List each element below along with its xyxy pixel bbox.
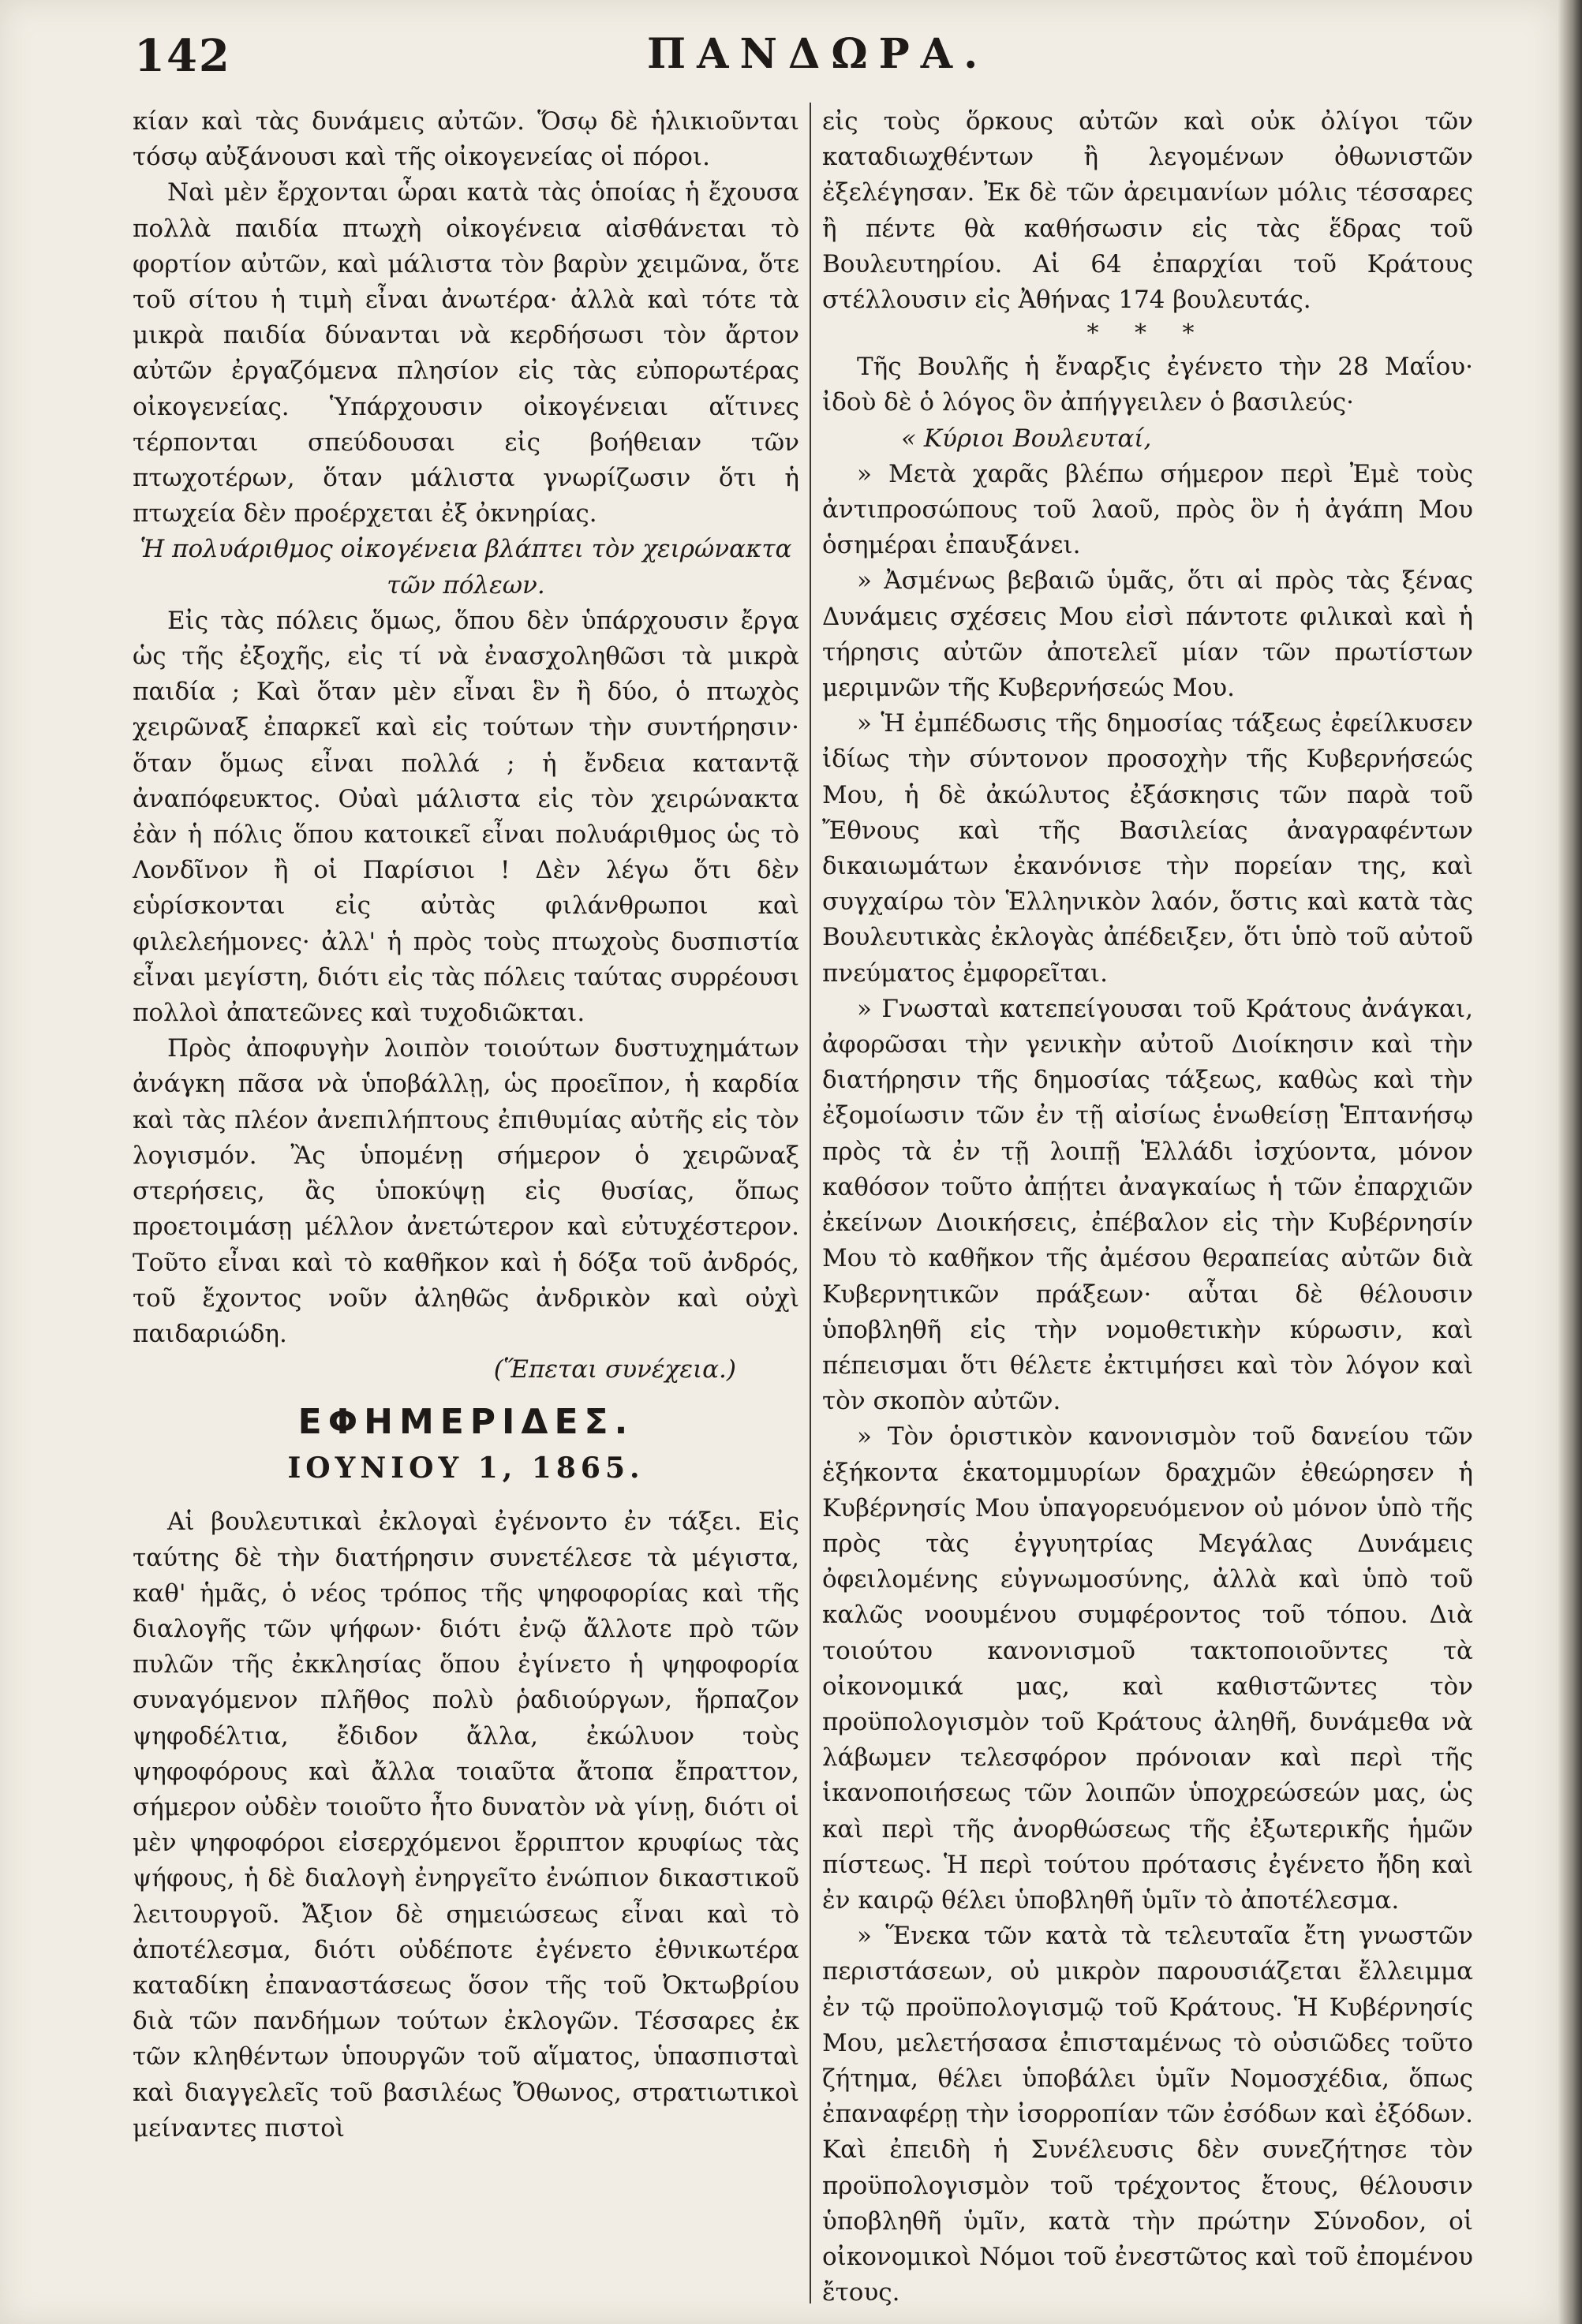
paragraph: εἰς τοὺς ὅρκους αὐτῶν καὶ οὐκ ὀλίγοι τῶν καταδιωχθέντων ἢ λεγομένων ὀθωνιστῶν ἐξελέγησαν. Ἐκ δὲ τῶν ἀρειμανίων μόλις τέσσαρες ἢ πέντε θὰ καθήσωσιν εἰς τὰς ἕδρας τοῦ Βουλευτηρίου. Αἱ 64 ἐπαρχίαι τοῦ Κράτους στέλλουσιν εἰς Ἀθήνας 174 βουλευτάς. bbox=[822, 107, 1473, 315]
paragraph: » Ἡ ἐμπέδωσις τῆς δημοσίας τάξεως ἐφείλκυσεν ἰδίως τὴν σύντονον προσοχὴν τῆς Κυβερνήσεώς Μου, ἡ δὲ ἀκώλυτος ἐξάσκησις τῶν παρὰ τοῦ Ἔθνους καὶ τῆς Βασιλείας ἀναγραφέντων δικαιωμάτων ἐκανόνισε τὴν πορείαν της, καὶ συγχαίρω τὸν Ἑλληνικὸν λαόν, ὅστις καὶ κατὰ τὰς Βουλευτικὰς ἐκλογὰς ἀπέδειξεν, ὅτι ὑπὸ τοῦ αὐτοῦ πνεύματος ἐμφορεῖται. bbox=[822, 709, 1473, 988]
paragraph: κίαν καὶ τὰς δυνάμεις αὐτῶν. Ὅσῳ δὲ ἡλικιοῦνται τόσῳ αὐξάνουσι καὶ τῆς οἰκογενείας οἱ πόροι. bbox=[133, 107, 799, 172]
section-title: ΕΦΗΜΕΡΙΔΕΣ. bbox=[297, 1402, 634, 1443]
section-date: ΙΟΥΝΙΟΥ 1, 1865. bbox=[287, 1452, 645, 1485]
speech-address: « Κύριοι Βουλευταί, bbox=[901, 424, 1152, 453]
paragraph: » Γνωσταὶ κατεπείγουσαι τοῦ Κράτους ἀνάγκαι, ἀφορῶσαι τὴν γενικὴν αὐτοῦ Διοίκησιν καὶ τὴν διατήρησιν τῆς δημοσίας τάξεως, καθὼς καὶ τὴν ἐξομοίωσιν τῶν ἐν τῇ αἰσίως ἑνωθείσῃ Ἑπτανήσῳ πρὸς τὰ ἐν τῇ λοιπῇ Ἑλλάδι ἰσχύοντα, μόνον καθόσον τοῦτο ἀπῄτει ἀναγκαίως ἡ τῶν ἐπαρχιῶν ἐκείνων Διοικήσεις, ἐπέβαλον εἰς τὴν Κυβέρνησίν Μου τὸ καθῆκον τῆς ἀμέσου θεραπείας αὐτῶν διὰ Κυβερνητικῶν πράξεων· αὗται δὲ θέλουσιν ὑποβληθῆ εἰς τὴν νομοθετικὴν κύρωσιν, καὶ πέπεισμαι ὅτι θέλετε ἐκτιμήσει καὶ τὸν λόγον καὶ τὸν σκοπὸν αὐτῶν. bbox=[822, 994, 1473, 1416]
paragraph: » Τὸν ὁριστικὸν κανονισμὸν τοῦ δανείου τῶν ἑξήκοντα ἑκατομμυρίων δραχμῶν ἐθεώρησεν ἡ Κυβέρνησίς Μου ὑπαγορευόμενον οὐ μόνον ὑπὸ τῆς πρὸς τὰς ἐγγυητρίας Μεγάλας Δυνάμεις ὀφειλομένης εὐγνωμοσύνης, ἀλλὰ καὶ ὑπὸ τοῦ καλῶς νοουμένου συμφέροντος τοῦ τόπου. Διὰ τοιούτου κανονισμοῦ τακτοποιοῦντες τὰ οἰκονομικά μας, καὶ καθιστῶντες τὸν προϋπολογισμὸν τοῦ Κράτους ἀληθῆ, δυνάμεθα νὰ λάβωμεν τελεσφόρον πρόνοιαν καὶ περὶ τῆς ἱκανοποιήσεως τῶν λοιπῶν ὑποχρεώσεών μας, ὡς καὶ περὶ τῆς ἀνορθώσεως τῆς ἐξωτερικῆς ἡμῶν πίστεως. Ἡ περὶ τούτου πρότασις ἐγένετο ἤδη καὶ ἐν καιρῷ θέλει ὑποβληθῆ ὑμῖν τὸ ἀποτέλεσμα. bbox=[822, 1422, 1473, 1915]
paragraph: Πρὸς ἀποφυγὴν λοιπὸν τοιούτων δυστυχημάτων ἀνάγκη πᾶσα νὰ ὑποβάλλῃ, ὡς προεῖπον, ἡ καρδία καὶ τὰς πλέον ἀνεπιλήπτους ἐπιθυμίας αὐτῆς εἰς τὸν λογισμόν. Ἂς ὑπομένῃ σήμερον ὁ χειρῶναξ στερήσεις, ἂς ὑποκύψῃ εἰς θυσίας, ὅπως προετοιμάσῃ μέλλον ἀνετώτερον καὶ εὐτυχέστερον. Τοῦτο εἶναι καὶ τὸ καθῆκον καὶ ἡ δόξα τοῦ ἀνδρός, τοῦ ἔχοντος νοῦν ἀληθῶς ἀνδρικὸν καὶ οὐχὶ παιδαριώδη. bbox=[133, 1034, 799, 1348]
subheading: Ἡ πολυάριθμος οἰκογένεια βλάπτει τὸν χειρώνακτα τῶν πόλεων. bbox=[140, 535, 792, 600]
paragraph: Εἰς τὰς πόλεις ὅμως, ὅπου δὲν ὑπάρχουσιν ἔργα ὡς τῆς ἐξοχῆς, εἰς τί νὰ ἐνασχοληθῶσι τὰ μικρὰ παιδία ; Καὶ ὅταν μὲν εἶναι ἓν ἢ δύο, ὁ πτωχὸς χειρῶναξ ἐπαρκεῖ καὶ εἰς τούτων τὴν συντήρησιν· ὅταν ὅμως εἶναι πολλά ; ἡ ἔνδεια καταντᾷ ἀναπόφευκτος. Οὐαὶ μάλιστα εἰς τὸν χειρώνακτα ἐὰν ἡ πόλις ὅπου κατοικεῖ εἶναι πολυάριθμος ὡς τὸ Λονδῖνον ἢ οἱ Παρίσιοι ! Δὲν λέγω ὅτι δὲν εὑρίσκονται εἰς αὐτὰς φιλάνθρωποι καὶ φιλελεήμονες· ἀλλ' ἡ πρὸς τοὺς πτωχοὺς δυσπιστία εἶναι μεγίστη, διότι εἰς τὰς πόλεις ταύτας συρρέουσι πολλοὶ ἀπατεῶνες καὶ τυχοδιῶκται. bbox=[133, 606, 799, 1028]
column-divider bbox=[810, 103, 811, 2303]
page-number: 142 bbox=[134, 30, 231, 82]
left-column bbox=[133, 104, 799, 2147]
paragraph: » Ἕνεκα τῶν κατὰ τὰ τελευταῖα ἔτη γνωστῶν περιστάσεων, οὐ μικρὸν παρουσιάζεται ἔλλειμμα ἐν τῷ προϋπολογισμῷ τοῦ Κράτους. Ἡ Κυβέρνησίς Μου, μελετήσασα ἐπισταμένως τὸ οὐσιῶδες τοῦτο ζήτημα, θέλει ὑποβάλει ὑμῖν Νομοσχέδια, ὅπως ἐπαναφέρῃ τὴν ἰσορροπίαν τῶν ἐσόδων καὶ ἐξόδων. Καὶ ἐπειδὴ ἡ Συνέλευσις δὲν συνεζήτησε τὸν προϋπολογισμὸν τοῦ τρέχοντος ἔτους, θέλουσιν ὑποβληθῆ ὑμῖν, κατὰ τὴν πρώτην Σύνοδον, οἱ οἰκονομικοὶ Νόμοι τοῦ ἐνεστῶτος καὶ τοῦ ἐπομένου ἔτους. bbox=[822, 1922, 1473, 2307]
continued-note: (Ἕπεται συνέχεια.) bbox=[493, 1355, 736, 1384]
page-header bbox=[134, 30, 1475, 101]
paragraph: Τῆς Βουλῆς ἡ ἔναρξις ἐγένετο τὴν 28 Μαΐου· ἰδοὺ δὲ ὁ λόγος ὃν ἀπήγγειλεν ὁ βασιλεύς· bbox=[822, 353, 1473, 417]
paragraph: » Μετὰ χαρᾶς βλέπω σήμερον περὶ Ἐμὲ τοὺς ἀντιπροσώπους τοῦ λαοῦ, πρὸς ὃν ἡ ἀγάπη Μου ὁσημέραι ἐπαυξάνει. bbox=[822, 459, 1473, 560]
book-spine-edge bbox=[1558, 0, 1582, 2324]
running-title: ΠΑΝΔΩΡΑ. bbox=[647, 30, 989, 78]
section-separator: * * * bbox=[1086, 319, 1209, 348]
right-column bbox=[822, 104, 1473, 2311]
paragraph: Ναὶ μὲν ἔρχονται ὧραι κατὰ τὰς ὁποίας ἡ ἔχουσα πολλὰ παιδία πτωχὴ οἰκογένεια αἰσθάνεται τὸ φορτίον αὐτῶν, καὶ μάλιστα τὸν βαρὺν χειμῶνα, ὅτε τοῦ σίτου ἡ τιμὴ εἶναι ἀνωτέρα· ἀλλὰ καὶ τότε τὰ μικρὰ παιδία δύνανται νὰ κερδήσωσι τὸν ἄρτον αὐτῶν ἐργαζόμενα πλησίον εἰς τὰς εὐπορωτέρας οἰκογενείας. Ὑπάρχουσιν οἰκογένειαι αἵτινες τέρπονται σπεύδουσαι εἰς βοήθειαν τῶν πτωχοτέρων, ὅταν μάλιστα γνωρίζωσιν ὅτι ἡ πτωχεία δὲν προέρχεται ἐξ ὀκνηρίας. bbox=[133, 178, 799, 529]
paragraph: » Ἀσμένως βεβαιῶ ὑμᾶς, ὅτι αἱ πρὸς τὰς ξένας Δυνάμεις σχέσεις Μου εἰσὶ πάντοτε φιλικαὶ καὶ ἡ τήρησις αὐτῶν ἀποτελεῖ μίαν τῶν πρωτίστων μεριμνῶν τῆς Κυβερνήσεώς Μου. bbox=[822, 566, 1473, 703]
paragraph: Αἱ βουλευτικαὶ ἐκλογαὶ ἐγένοντο ἐν τάξει. Εἰς ταύτης δὲ τὴν διατήρησιν συνετέλεσε τὰ μέγιστα, καθ' ἡμᾶς, ὁ νέος τρόπος τῆς ψηφοφορίας καὶ τῆς διαλογῆς τῶν ψήφων· διότι ἐνῷ ἄλλοτε πρὸ τῶν πυλῶν τῆς ἐκκλησίας ὅπου ἐγίνετο ἡ ψηφοφορία συναγόμενον πλῆθος πολὺ ῥαδιούργων, ἥρπαζον ψηφοδέλτια, ἔδιδον ἄλλα, ἐκώλυον τοὺς ψηφοφόρους καὶ ἄλλα τοιαῦτα ἄτοπα ἔπραττον, σήμερον οὐδὲν τοιοῦτο ἦτο δυνατὸν νὰ γίνῃ, διότι οἱ μὲν ψηφοφόροι εἰσερχόμενοι ἔρριπτον κρυφίως τὰς ψήφους, ἡ δὲ διαλογὴ ἐνηργεῖτο ἐνώπιον δικαστικοῦ λειτουργοῦ. Ἄξιον δὲ σημειώσεως εἶναι καὶ τὸ ἀποτέλεσμα, διότι οὐδέποτε ἐγένετο ἐθνικωτέρα καταδίκη ἐπαναστάσεως ὅσον τῆς τοῦ Ὀκτωβρίου διὰ τῶν πανδήμων τούτων ἐκλογῶν. Τέσσαρες ἐκ τῶν κληθέντων ὑπουργῶν τοῦ αἵματος, ὑπασπισταὶ καὶ διαγγελεῖς τοῦ βασιλέως Ὄθωνος, στρατιωτικοὶ μείναντες πιστοὶ bbox=[133, 1508, 799, 2143]
